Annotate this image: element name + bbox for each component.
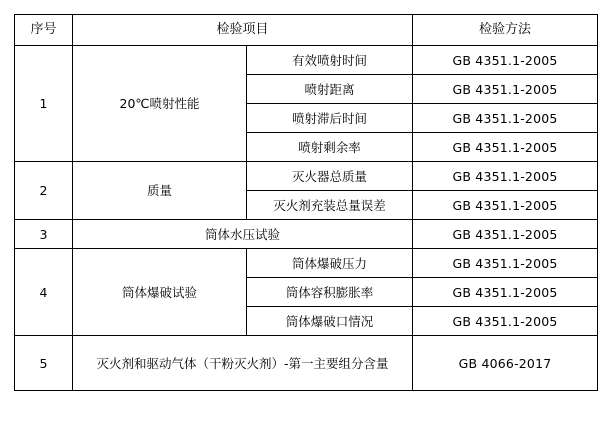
inspection-items-table	[14, 14, 598, 391]
row-subitem: 喷射滞后时间	[247, 104, 413, 133]
row-item-2: 质量	[73, 162, 247, 220]
row-subitem: 喷射剩余率	[247, 133, 413, 162]
row-method: GB 4351.1-2005	[413, 191, 598, 220]
column-header-item: 检验项目	[73, 15, 413, 46]
column-header-method: 检验方法	[413, 15, 598, 46]
document-page	[0, 14, 611, 432]
row-subitem: 筒体容积膨胀率	[247, 278, 413, 307]
row-subitem: 筒体爆破压力	[247, 249, 413, 278]
table-row	[15, 220, 598, 249]
table-row	[15, 336, 598, 391]
row-item-5: 灭火剂和驱动气体（干粉灭火剂）-第一主要组分含量	[73, 336, 413, 391]
row-item-1: 20℃喷射性能	[73, 46, 247, 162]
row-number-1: 1	[15, 46, 73, 162]
row-subitem: 喷射距离	[247, 75, 413, 104]
row-subitem: 有效喷射时间	[247, 46, 413, 75]
row-method: GB 4351.1-2005	[413, 220, 598, 249]
row-method: GB 4351.1-2005	[413, 307, 598, 336]
row-method: GB 4351.1-2005	[413, 133, 598, 162]
row-subitem: 灭火剂充装总量误差	[247, 191, 413, 220]
row-method: GB 4351.1-2005	[413, 278, 598, 307]
row-method: GB 4351.1-2005	[413, 249, 598, 278]
row-number-5: 5	[15, 336, 73, 391]
column-header-no: 序号	[15, 15, 73, 46]
table-header-row	[15, 15, 598, 46]
row-method: GB 4351.1-2005	[413, 162, 598, 191]
row-number-2: 2	[15, 162, 73, 220]
table-row	[15, 162, 598, 191]
row-number-4: 4	[15, 249, 73, 336]
table-row	[15, 46, 598, 75]
row-subitem: 筒体爆破口情况	[247, 307, 413, 336]
row-method: GB 4351.1-2005	[413, 46, 598, 75]
row-number-3: 3	[15, 220, 73, 249]
row-subitem: 灭火器总质量	[247, 162, 413, 191]
row-item-3: 筒体水压试验	[73, 220, 413, 249]
row-method: GB 4066-2017	[413, 336, 598, 391]
table-row	[15, 249, 598, 278]
row-method: GB 4351.1-2005	[413, 104, 598, 133]
row-method: GB 4351.1-2005	[413, 75, 598, 104]
row-item-4: 筒体爆破试验	[73, 249, 247, 336]
